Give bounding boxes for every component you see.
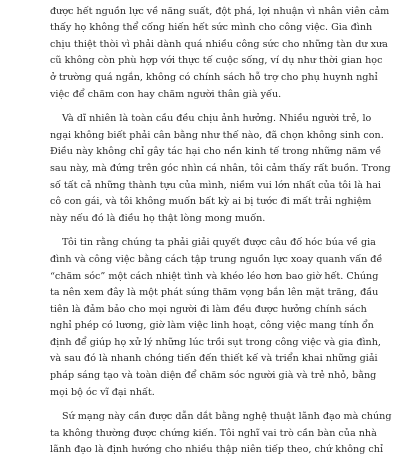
text-line: pháp sáng tạo và toàn diện để chăm sóc người già và trẻ nhỏ, bằng xyxy=(50,370,377,382)
text-line: cô con gái, và tôi không muốn bất kỳ ai bị tước đi mất trải nghiệm xyxy=(50,196,372,208)
text-line: được hết nguồn lực về năng suất, đột phá, lợi nhuận vì nhân viên cảm xyxy=(50,5,390,17)
text-line: ta nên xem đây là một phát súng thăm vọng bắn lên mặt trăng, đầu xyxy=(50,287,379,299)
body-text xyxy=(50,0,392,459)
text-line: và sau đó là nhanh chóng tiến đến thiết kế và triển khai những giải xyxy=(50,353,378,365)
paragraph-3 xyxy=(50,235,383,401)
text-line: “chăm sóc” một cách nhiệt tình và khéo léo hơn bao giờ hết. Chúng xyxy=(50,270,379,282)
paragraph-4 xyxy=(50,409,392,459)
text-line: nghỉ phép có lương, giờ làm việc linh hoạt, công việc mang tính ổn xyxy=(50,320,374,332)
text-line: mọi bộ óc vĩ đại nhất. xyxy=(50,386,155,398)
paragraph-1 xyxy=(50,0,390,103)
text-line: tiên là đảm bảo cho mọi người đi làm đều được hưởng chính sách xyxy=(50,303,367,315)
text-line: ở trường quá ngắn, không có chính sách hỗ trợ cho phụ huynh nghỉ xyxy=(50,71,378,83)
text-line: việc để chăm con hay chăm người thân già yếu. xyxy=(50,88,282,100)
text-line: Sứ mạng này cần được dẫn dắt bằng nghệ thuật lãnh đạo mà chúng xyxy=(62,411,392,423)
text-line: lãnh đạo là định hướng cho nhiều thập niên tiếp theo, chứ không chỉ xyxy=(50,444,384,456)
text-line: sau này, mà đứng trên góc nhìn cá nhân, tôi cảm thấy rất buồn. Trong xyxy=(50,162,391,174)
text-line: đình và công việc bằng cách tập trung nguồn lực xoay quanh vấn đề xyxy=(50,253,383,265)
text-line: Tôi tin rằng chúng ta phải giải quyết được câu đố hóc búa về gia xyxy=(62,237,376,249)
text-line: này nếu đó là điều họ thật lòng mong muốn. xyxy=(50,212,266,224)
text-line: ngại không biết phải cân bằng như thế nào, đã chọn không sinh con. xyxy=(50,129,384,141)
text-line: ta không thường được chứng kiến. Tôi nghĩ vai trò cần bàn của nhà xyxy=(50,427,377,439)
text-line: chịu thiệt thòi vì phải dành quá nhiều công sức cho những tàn dư xưa xyxy=(50,38,388,50)
paragraph-2 xyxy=(50,111,391,227)
text-line: Và dĩ nhiên là toàn cầu đều chịu ảnh hưởng. Nhiều người trẻ, lo xyxy=(62,113,372,125)
text-line: số tất cả những thành tựu của mình, niềm vui lớn nhất của tôi là hai xyxy=(50,179,381,191)
text-line: cũ không còn phù hợp với thực tế cuộc sống, ví dụ như thời gian học xyxy=(50,55,383,67)
text-line: Điều này không chỉ gây tác hại cho nền kinh tế trong những năm về xyxy=(50,146,382,158)
text-line: định để giúp họ xử lý những lúc trồi sụt trong công việc và gia đình, xyxy=(50,336,381,348)
text-line: thấy họ không thể cống hiến hết sức mình cho công việc. Gia đình xyxy=(50,22,373,34)
